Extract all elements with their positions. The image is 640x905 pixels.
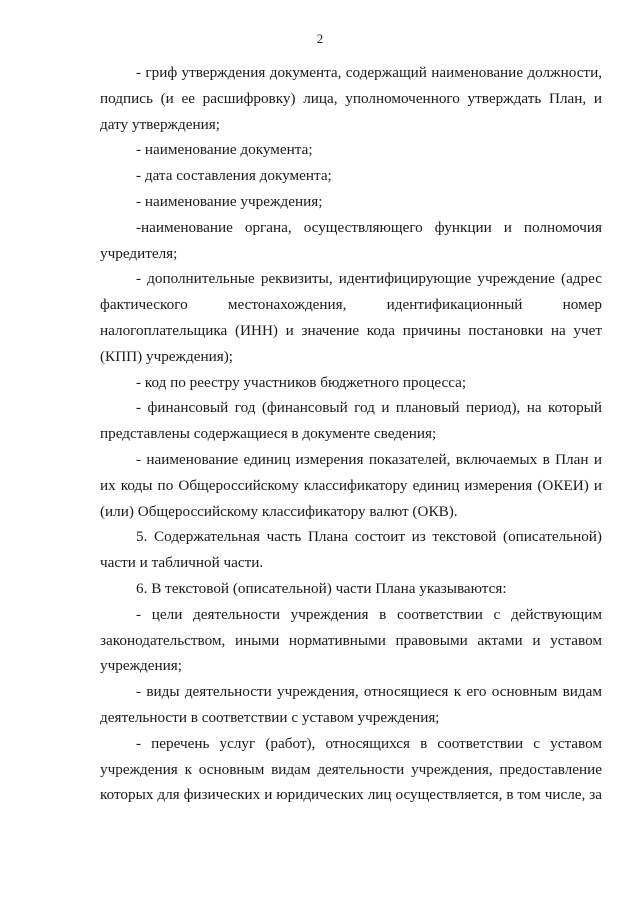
paragraph-financial-year: - финансовый год (финансовый год и плановый период), на который представлены содержащиеся в документе сведения; xyxy=(100,399,602,443)
paragraph-section-6: 6. В текстовой (описательной) части Плана указываются: xyxy=(136,579,507,597)
paragraph-services-list: - перечень услуг (работ), относящихся в соответствии с уставом учреждения к основным видам деятельности учреждения, предоставление которых для физических и юридических лиц осуществляется, в том числе, за xyxy=(100,734,602,804)
paragraph-activity-types: - виды деятельности учреждения, относящиеся к его основным видам деятельности в соответствии с уставом учреждения; xyxy=(100,683,602,726)
paragraph-section-5: 5. Содержательная часть Плана состоит из текстовой (описательной) части и табличной части. xyxy=(100,528,602,572)
paragraph-approval-stamp: - гриф утверждения документа, содержащий наименование должности, подпись (и ее расшифровку) лица, уполномоченного утверждать План, и дату утверждения; xyxy=(100,64,602,133)
paragraph-additional-details: - дополнительные реквизиты, идентифицирующие учреждение (адрес фактического местонахождения, идентификационный номер налогоплательщика (ИНН) и значение кода причины постановки на учет (КПП) учреждения); xyxy=(100,270,602,365)
paragraph-document-date: - дата составления документа; xyxy=(136,167,332,185)
paragraph-founder-body: -наименование органа, осуществляющего функции и полномочия учредителя; xyxy=(100,218,602,262)
document-body xyxy=(100,60,602,808)
paragraph-activity-goals: - цели деятельности учреждения в соответствии с действующим законодательством, иными нормативными правовыми актами и уставом учреждения; xyxy=(100,605,602,675)
paragraph-measurement-units: - наименование единиц измерения показателей, включаемых в План и их коды по Общероссийскому классификатору единиц измерения (ОКЕИ) и (или) Общероссийскому классификатору валют (ОКВ). xyxy=(100,450,602,520)
page-number: 2 xyxy=(316,31,324,46)
paragraph-document-name: - наименование документа; xyxy=(136,141,313,159)
paragraph-registry-code: - код по реестру участников бюджетного процесса; xyxy=(136,373,467,391)
paragraph-institution-name: - наименование учреждения; xyxy=(136,192,323,210)
